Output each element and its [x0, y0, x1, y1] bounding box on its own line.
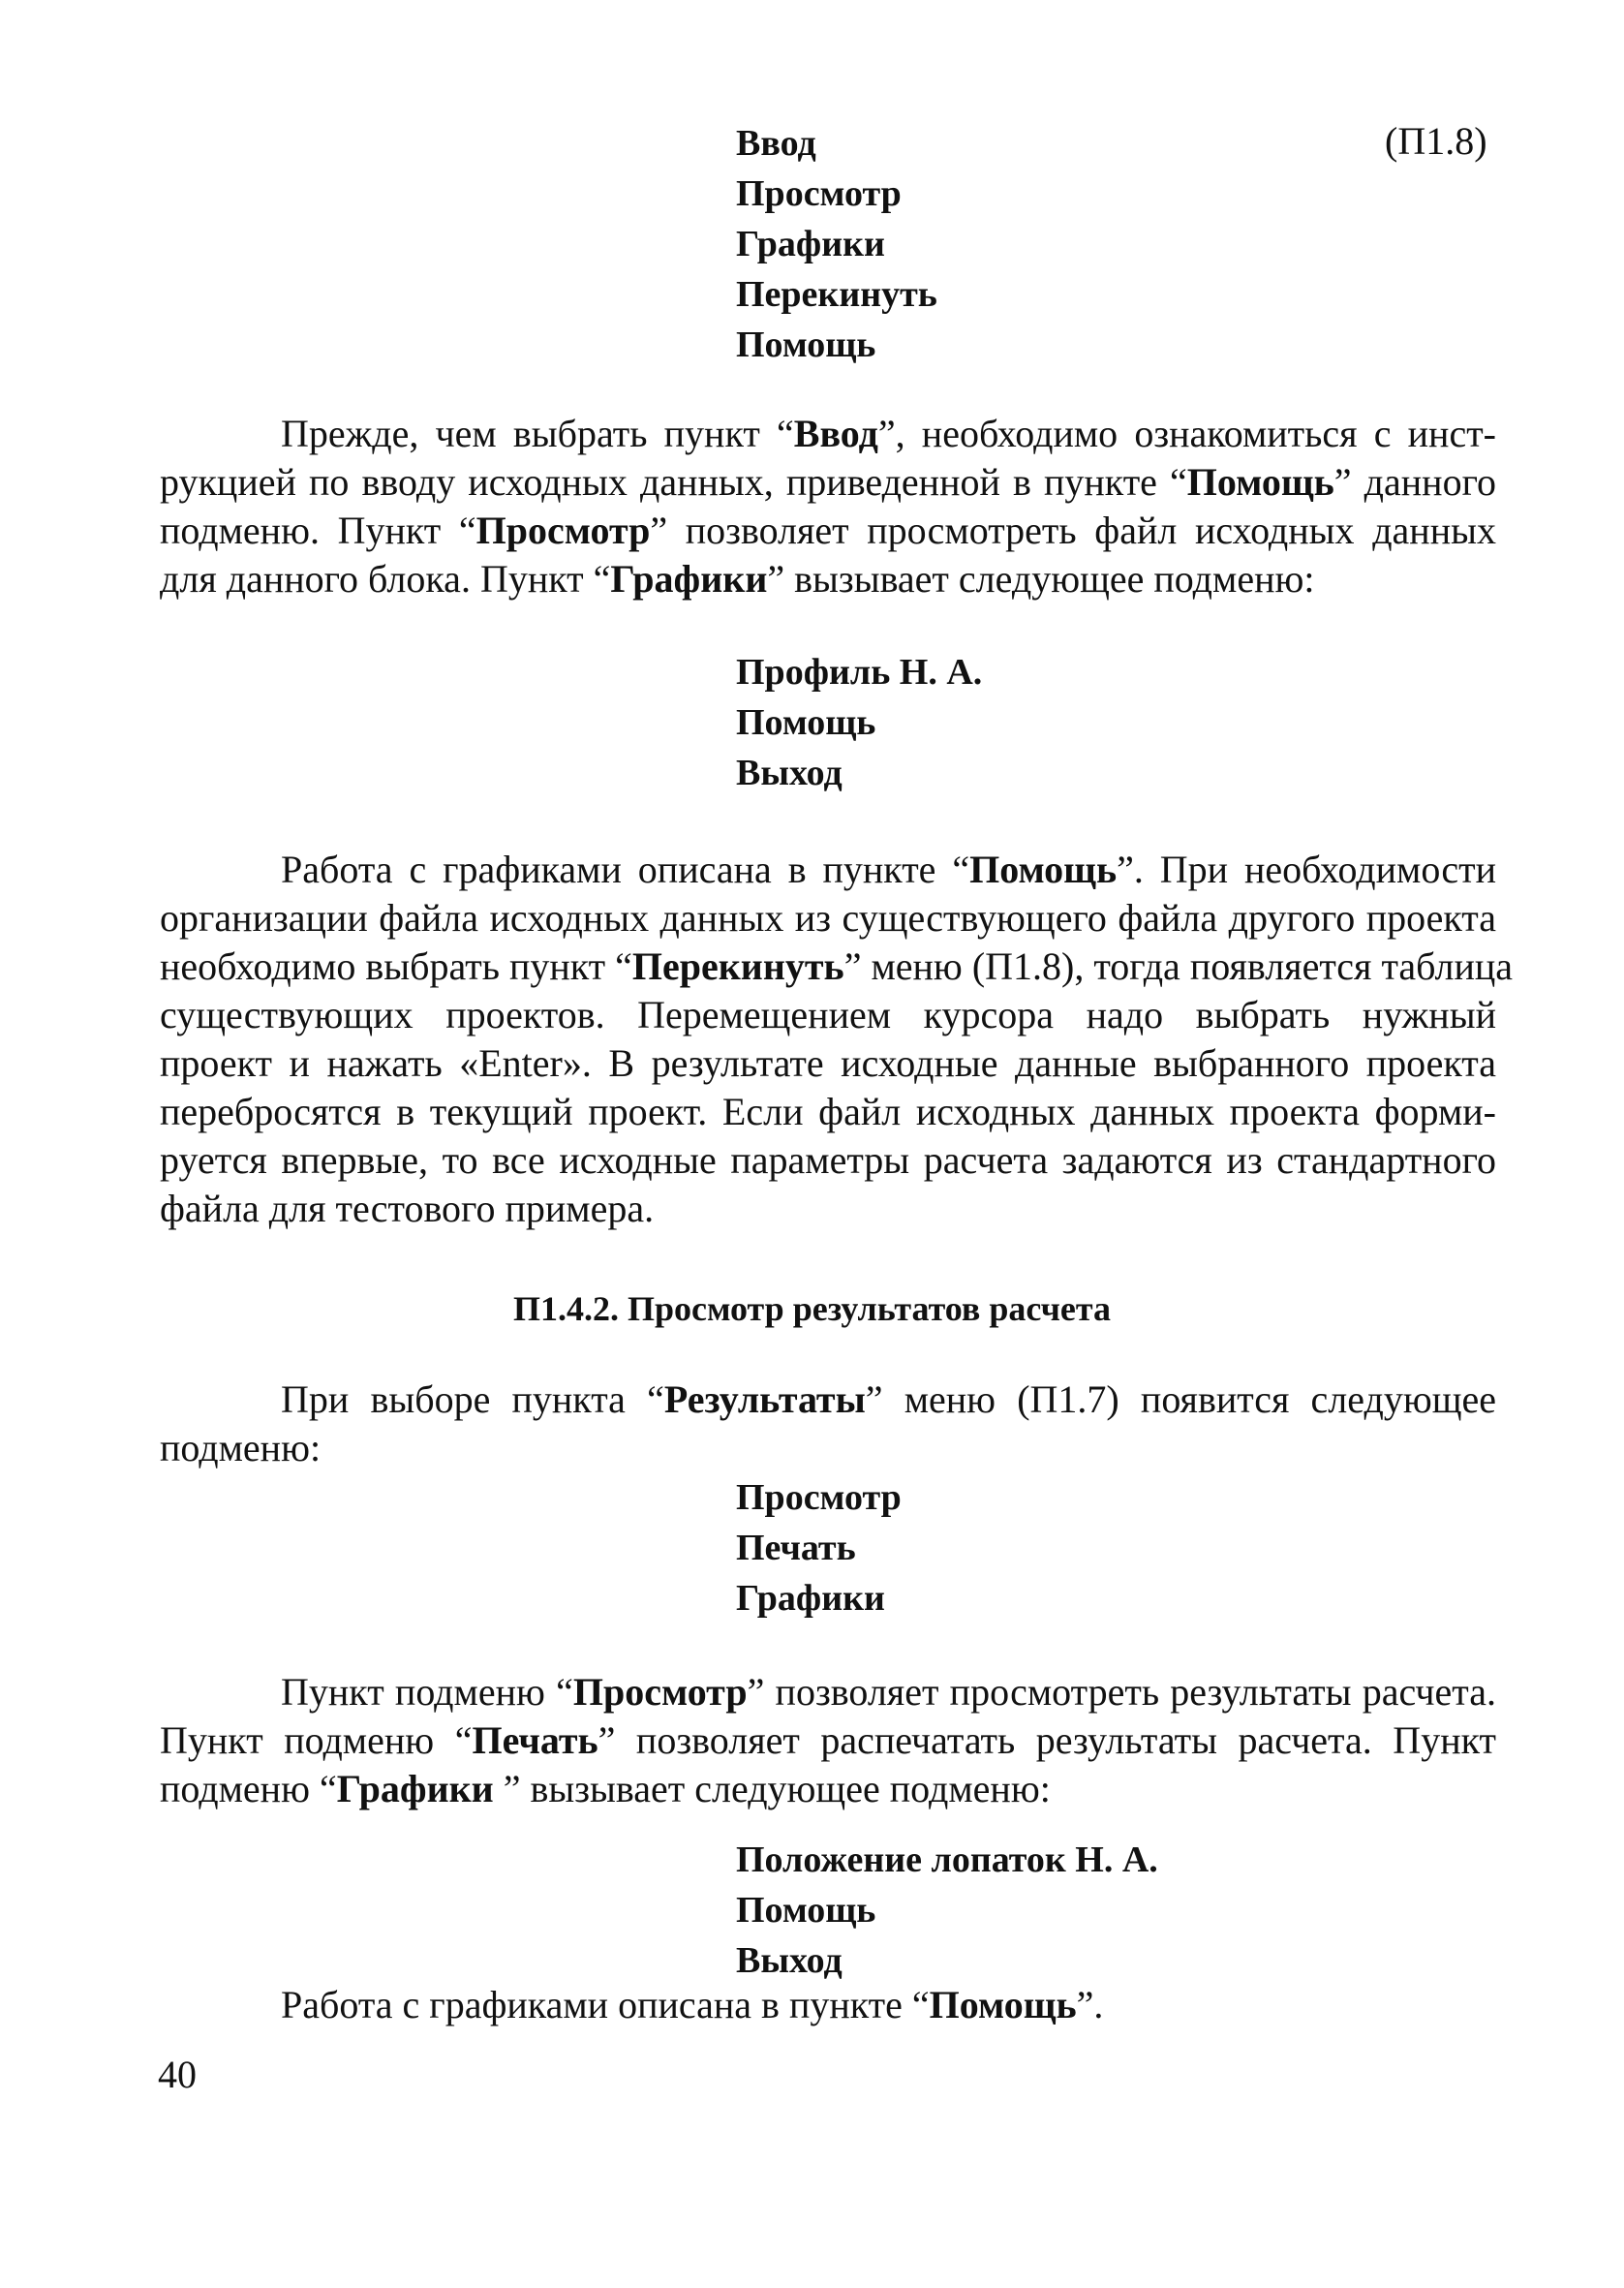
menu-list-results-graphics	[736, 1835, 1158, 1986]
para2-line-7: руется впервые, то все исходные параметры расчета задаются из стандартного	[160, 1138, 1496, 1182]
para1-line-2: рукцией по вводу исходных данных, приведенной в пункте “Помощь” данного	[160, 460, 1496, 504]
paragraph-5	[160, 1981, 1496, 2029]
para1-line-1: Прежде, чем выбрать пункт “Ввод”, необходимо ознакомиться с инст-	[281, 412, 1496, 455]
menu-item-grafiki: Графики	[736, 224, 885, 264]
paragraph-3	[160, 1376, 1496, 1472]
menu-item-prosmotr: Просмотр	[736, 1477, 902, 1518]
menu-item-vyhod: Выход	[736, 753, 843, 793]
paragraph-4	[160, 1668, 1496, 1813]
menu-item-prosmotr: Просмотр	[736, 173, 902, 214]
menu-list-graphics	[736, 647, 982, 798]
para1-line-3: подменю. Пункт “Просмотр” позволяет просмотреть файл исходных данных	[160, 509, 1496, 552]
menu-item-perekinut: Перекинуть	[736, 274, 937, 315]
menu-item-polozhenie: Положение лопаток Н. А.	[736, 1840, 1158, 1880]
para2-line-1: Работа с графиками описана в пункте “Помощь”. При необходимости	[281, 848, 1496, 891]
menu-list-main	[736, 118, 937, 370]
para2-line-4: существующих проектов. Перемещением курсора надо выбрать нужный	[160, 993, 1496, 1036]
menu-item-pomosch: Помощь	[736, 702, 876, 743]
menu-item-vvod: Ввод	[736, 123, 816, 164]
para4-line-1: Пункт подменю “Просмотр” позволяет просмотреть результаты расчета.	[281, 1670, 1496, 1714]
para4-line-2: Пункт подменю “Печать” позволяет распечатать результаты расчета. Пункт	[160, 1718, 1496, 1762]
para2-line-8: файла для тестового примера.	[160, 1187, 655, 1230]
menu-item-grafiki: Графики	[736, 1578, 885, 1619]
para2-line-5: проект и нажать «Enter». В результате исходные данные выбранного проекта	[160, 1041, 1496, 1085]
para2-line-6: перебросятся в текущий проект. Если файл исходных данных проекта форми-	[160, 1090, 1496, 1133]
menu-item-pechat: Печать	[736, 1528, 856, 1568]
menu-item-pomosch: Помощь	[736, 325, 876, 365]
para2-line-3: необходимо выбрать пункт “Перекинуть” меню (П1.8), тогда появляется таблица	[160, 944, 1514, 988]
paragraph-2	[160, 846, 1514, 1233]
para2-line-2: организации файла исходных данных из существующего файла другого проекта	[160, 896, 1496, 940]
para5-line-1: Работа с графиками описана в пункте “Помощь”.	[281, 1983, 1104, 2026]
para3-line-2: подменю:	[160, 1426, 322, 1469]
para1-line-4: для данного блока. Пункт “Графики” вызывает следующее подменю:	[160, 557, 1315, 601]
equation-number: (П1.8)	[1385, 119, 1487, 163]
menu-item-vyhod: Выход	[736, 1940, 843, 1981]
section-heading: П1.4.2. Просмотр результатов расчета	[512, 1289, 1112, 1328]
page-number: 40	[158, 2053, 197, 2096]
menu-list-results	[736, 1472, 902, 1623]
menu-item-pomosch: Помощь	[736, 1890, 876, 1931]
para3-line-1: При выборе пункта “Результаты” меню (П1.7) появится следующее	[281, 1377, 1497, 1421]
para4-line-3: подменю “Графики ” вызывает следующее подменю:	[160, 1767, 1051, 1810]
paragraph-1	[160, 410, 1496, 603]
menu-item-profil: Профиль Н. А.	[736, 652, 983, 693]
